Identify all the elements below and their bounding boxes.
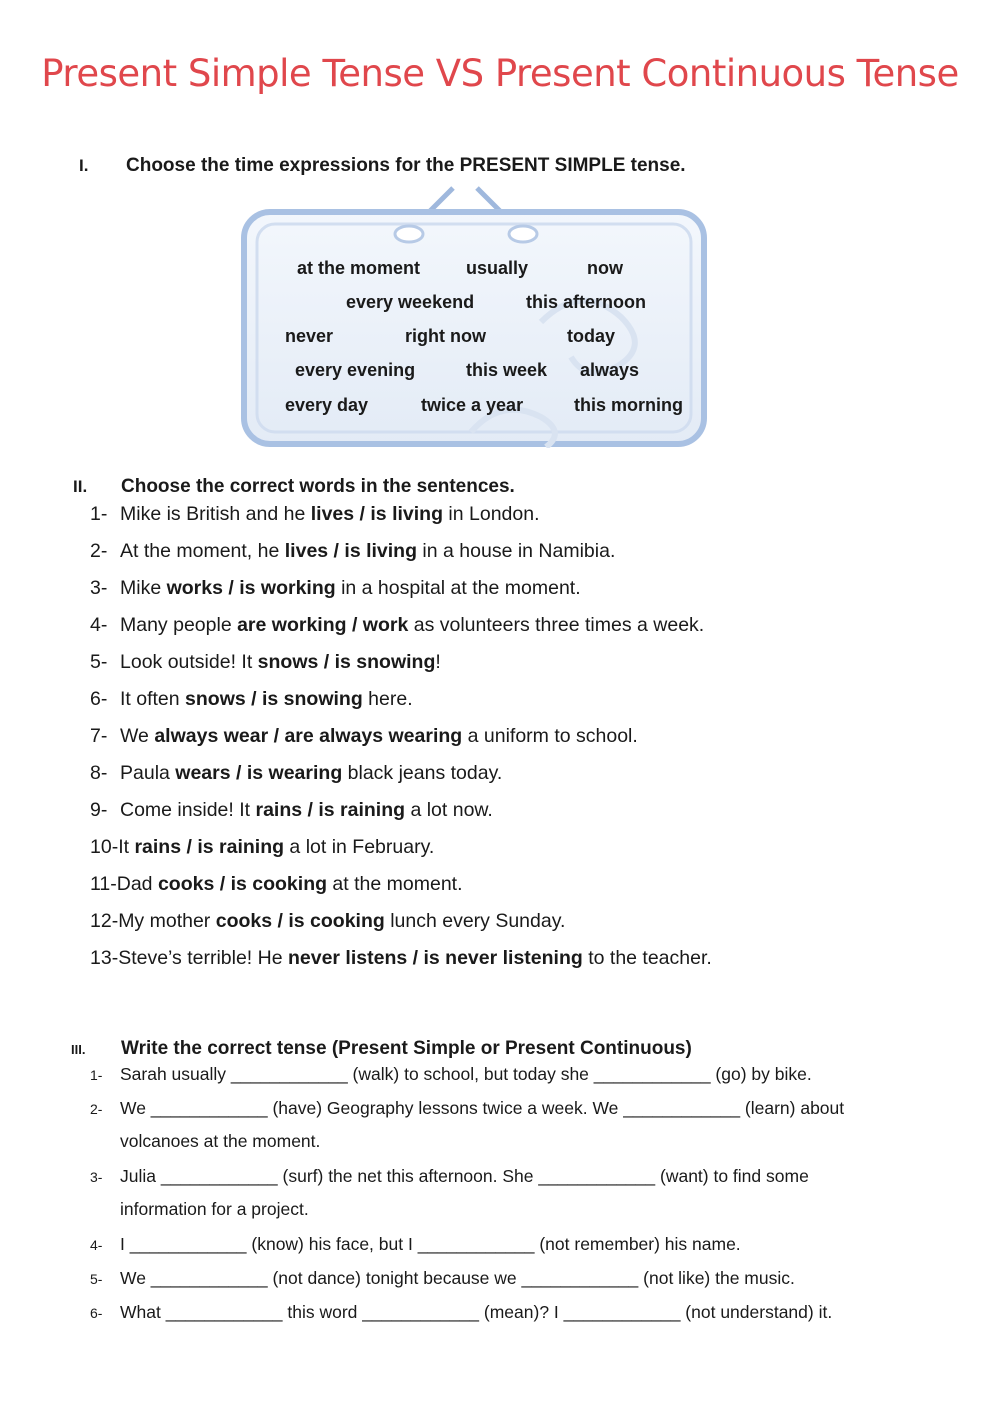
sentence-row xyxy=(90,873,463,896)
option-choice-2[interactable]: is working xyxy=(239,577,336,599)
page-title: Present Simple Tense VS Present Continuous Tense xyxy=(41,52,959,95)
sentence-text-before: Paula xyxy=(120,762,176,784)
option-choice-2[interactable]: is snowing xyxy=(334,651,436,673)
exercise-item xyxy=(90,1234,741,1255)
expression-item[interactable]: this afternoon xyxy=(526,292,646,312)
sentence-number: 3- xyxy=(90,577,108,599)
option-choice-1[interactable]: snows xyxy=(257,651,319,673)
option-choice-2[interactable]: is raining xyxy=(197,836,285,858)
sentence-text-before: At the moment, he xyxy=(120,540,285,562)
expression-item[interactable]: now xyxy=(587,258,623,278)
sentence-text-after: black jeans today. xyxy=(342,762,503,784)
option-choice-1[interactable]: lives xyxy=(284,540,329,562)
exercise-line-1[interactable]: What ____________ this word ____________ (mean)? I ____________ (not understand) it. xyxy=(120,1302,833,1322)
exercise-item xyxy=(90,1166,809,1187)
sentence-number: 9- xyxy=(90,799,108,821)
sentence-text-before: It xyxy=(118,836,135,858)
option-choice-1[interactable]: cooks xyxy=(215,910,273,932)
sentence-number: 11- xyxy=(90,873,117,895)
expressions-board xyxy=(241,182,707,448)
option-choice-2[interactable]: is raining xyxy=(318,799,406,821)
expression-item[interactable]: every weekend xyxy=(346,292,475,312)
exercise-number: 3- xyxy=(90,1169,103,1185)
exercise-line-1[interactable]: Sarah usually ____________ (walk) to school, but today she ____________ (go) by bike. xyxy=(120,1064,812,1084)
sentence-row xyxy=(90,947,712,970)
option-choice-2[interactable]: is snowing xyxy=(262,688,363,710)
option-choice-1[interactable]: cooks xyxy=(157,873,215,895)
sentence-row xyxy=(90,725,638,748)
sentence-number: 10- xyxy=(90,836,119,858)
sentence-row xyxy=(90,762,502,785)
option-choice-1[interactable]: never listens xyxy=(287,947,408,969)
expression-item[interactable]: twice a year xyxy=(421,395,524,415)
option-choice-1[interactable]: lives xyxy=(310,503,355,525)
sentence-text-before: It often xyxy=(120,688,186,710)
exercise-line-2: volcanoes at the moment. xyxy=(120,1131,321,1151)
sentence-number: 12- xyxy=(90,910,119,932)
option-separator: / xyxy=(268,725,285,747)
sentence-number: 13- xyxy=(90,947,119,969)
exercise-item xyxy=(90,1064,812,1085)
sentence-number: 4- xyxy=(90,614,108,636)
sentence-text-before: My mother xyxy=(118,910,216,932)
option-separator: / xyxy=(214,873,231,895)
sentence-text-before: Many people xyxy=(120,614,238,636)
sentence-number: 8- xyxy=(90,762,108,784)
expression-item[interactable]: at the moment xyxy=(297,258,421,278)
sentence-text-after: in a hospital at the moment. xyxy=(335,577,581,599)
option-choice-2[interactable]: is cooking xyxy=(230,873,328,895)
exercise-line-1[interactable]: I ____________ (know) his face, but I ____________ (not remember) his name. xyxy=(120,1234,741,1254)
sentence-text-after: at the moment. xyxy=(327,873,463,895)
section-1-number: I. xyxy=(79,156,89,175)
sentence-text-after: a lot in February. xyxy=(284,836,435,858)
exercise-number: 5- xyxy=(90,1271,103,1287)
exercise-line-2: information for a project. xyxy=(120,1199,309,1219)
sentence-row xyxy=(90,836,434,859)
section-2-number: II. xyxy=(73,477,88,496)
option-choice-2[interactable]: is never listening xyxy=(423,947,583,969)
sentence-row xyxy=(90,799,493,822)
option-separator: / xyxy=(318,651,335,673)
option-choice-2[interactable]: is cooking xyxy=(288,910,385,932)
option-choice-1[interactable]: rains xyxy=(255,799,303,821)
sentence-row xyxy=(90,910,565,933)
expression-item[interactable]: right now xyxy=(405,326,486,346)
sentence-text-before: Mike xyxy=(120,577,167,599)
exercise-number: 6- xyxy=(90,1305,103,1321)
option-separator: / xyxy=(328,540,345,562)
option-separator: / xyxy=(346,614,363,636)
section-1-heading: Choose the time expressions for the PRESENT SIMPLE tense. xyxy=(126,155,686,176)
sentence-number: 2- xyxy=(90,540,108,562)
sentence-row xyxy=(90,651,441,674)
sentence-text-before: Dad xyxy=(116,873,158,895)
expression-item[interactable]: never xyxy=(285,326,334,346)
option-choice-1[interactable]: rains xyxy=(134,836,182,858)
sentence-text-after: in London. xyxy=(443,503,540,525)
expression-item[interactable]: this week xyxy=(466,360,548,380)
sentence-number: 5- xyxy=(90,651,108,673)
expression-item[interactable]: today xyxy=(567,326,616,346)
option-choice-1[interactable]: works xyxy=(166,577,223,599)
option-choice-2[interactable]: is living xyxy=(344,540,418,562)
sentence-row xyxy=(90,577,581,600)
option-choice-1[interactable]: snows xyxy=(185,688,246,710)
sentence-text-after: a uniform to school. xyxy=(462,725,638,747)
sentence-text-before: Come inside! It xyxy=(120,799,256,821)
expression-item[interactable]: this morning xyxy=(574,395,683,415)
sentence-row xyxy=(90,503,540,526)
sentence-text-after: as volunteers three times a week. xyxy=(408,614,705,636)
option-separator: / xyxy=(222,577,240,599)
sentence-text-after: a lot now. xyxy=(405,799,493,821)
sentence-text-before: Look outside! It xyxy=(120,651,258,673)
exercise-number: 2- xyxy=(90,1101,103,1117)
sentence-text-after: here. xyxy=(362,688,413,710)
exercise-number: 1- xyxy=(90,1067,103,1083)
option-separator: / xyxy=(407,947,424,969)
exercise-number: 4- xyxy=(90,1237,103,1253)
section-3-number: III. xyxy=(71,1042,86,1057)
option-choice-1[interactable]: wears xyxy=(175,762,231,784)
sentence-row xyxy=(90,614,704,637)
option-separator: / xyxy=(245,688,262,710)
option-separator: / xyxy=(230,762,247,784)
exercise-item xyxy=(90,1098,844,1119)
exercise-line-1[interactable]: We ____________ (have) Geography lessons twice a week. We ____________ (learn) about xyxy=(120,1098,845,1118)
expression-item[interactable]: always xyxy=(580,360,640,380)
expression-item[interactable]: every day xyxy=(285,395,369,415)
expression-item[interactable]: every evening xyxy=(295,360,416,380)
sentence-text-before: We xyxy=(120,725,155,747)
option-choice-1[interactable]: always wear xyxy=(154,725,269,747)
sentence-text-after: lunch every Sunday. xyxy=(384,910,566,932)
sentence-number: 6- xyxy=(90,688,108,710)
sentence-text-after: to the teacher. xyxy=(582,947,712,969)
sentence-number: 1- xyxy=(90,503,108,525)
option-choice-2[interactable]: is wearing xyxy=(246,762,343,784)
sentence-text-before: Steve’s terrible! He xyxy=(118,947,288,969)
exercise-item xyxy=(90,1302,832,1323)
sentence-row xyxy=(90,540,615,563)
option-choice-1[interactable]: are working xyxy=(237,614,347,636)
sentence-text-after: ! xyxy=(435,651,441,673)
option-choice-2[interactable]: work xyxy=(362,614,409,636)
sentence-text-before: Mike is British and he xyxy=(120,503,311,525)
exercise-line-1[interactable]: We ____________ (not dance) tonight because we ____________ (not like) the music. xyxy=(120,1268,795,1288)
exercise-line-1[interactable]: Julia ____________ (surf) the net this afternoon. She ____________ (want) to find some xyxy=(120,1166,809,1186)
option-separator: / xyxy=(272,910,289,932)
option-choice-2[interactable]: is living xyxy=(370,503,443,525)
sentence-text-after: in a house in Namibia. xyxy=(417,540,616,562)
expression-item[interactable]: usually xyxy=(466,258,529,278)
exercise-item xyxy=(90,1268,795,1289)
sentence-number: 7- xyxy=(90,725,108,747)
option-separator: / xyxy=(181,836,198,858)
section-3-heading: Write the correct tense (Present Simple or Present Continuous) xyxy=(121,1038,692,1059)
section-2-heading: Choose the correct words in the sentences. xyxy=(121,476,515,497)
option-choice-2[interactable]: are always wearing xyxy=(284,725,463,747)
sentence-row xyxy=(90,688,413,711)
option-separator: / xyxy=(302,799,319,821)
option-separator: / xyxy=(354,503,371,525)
